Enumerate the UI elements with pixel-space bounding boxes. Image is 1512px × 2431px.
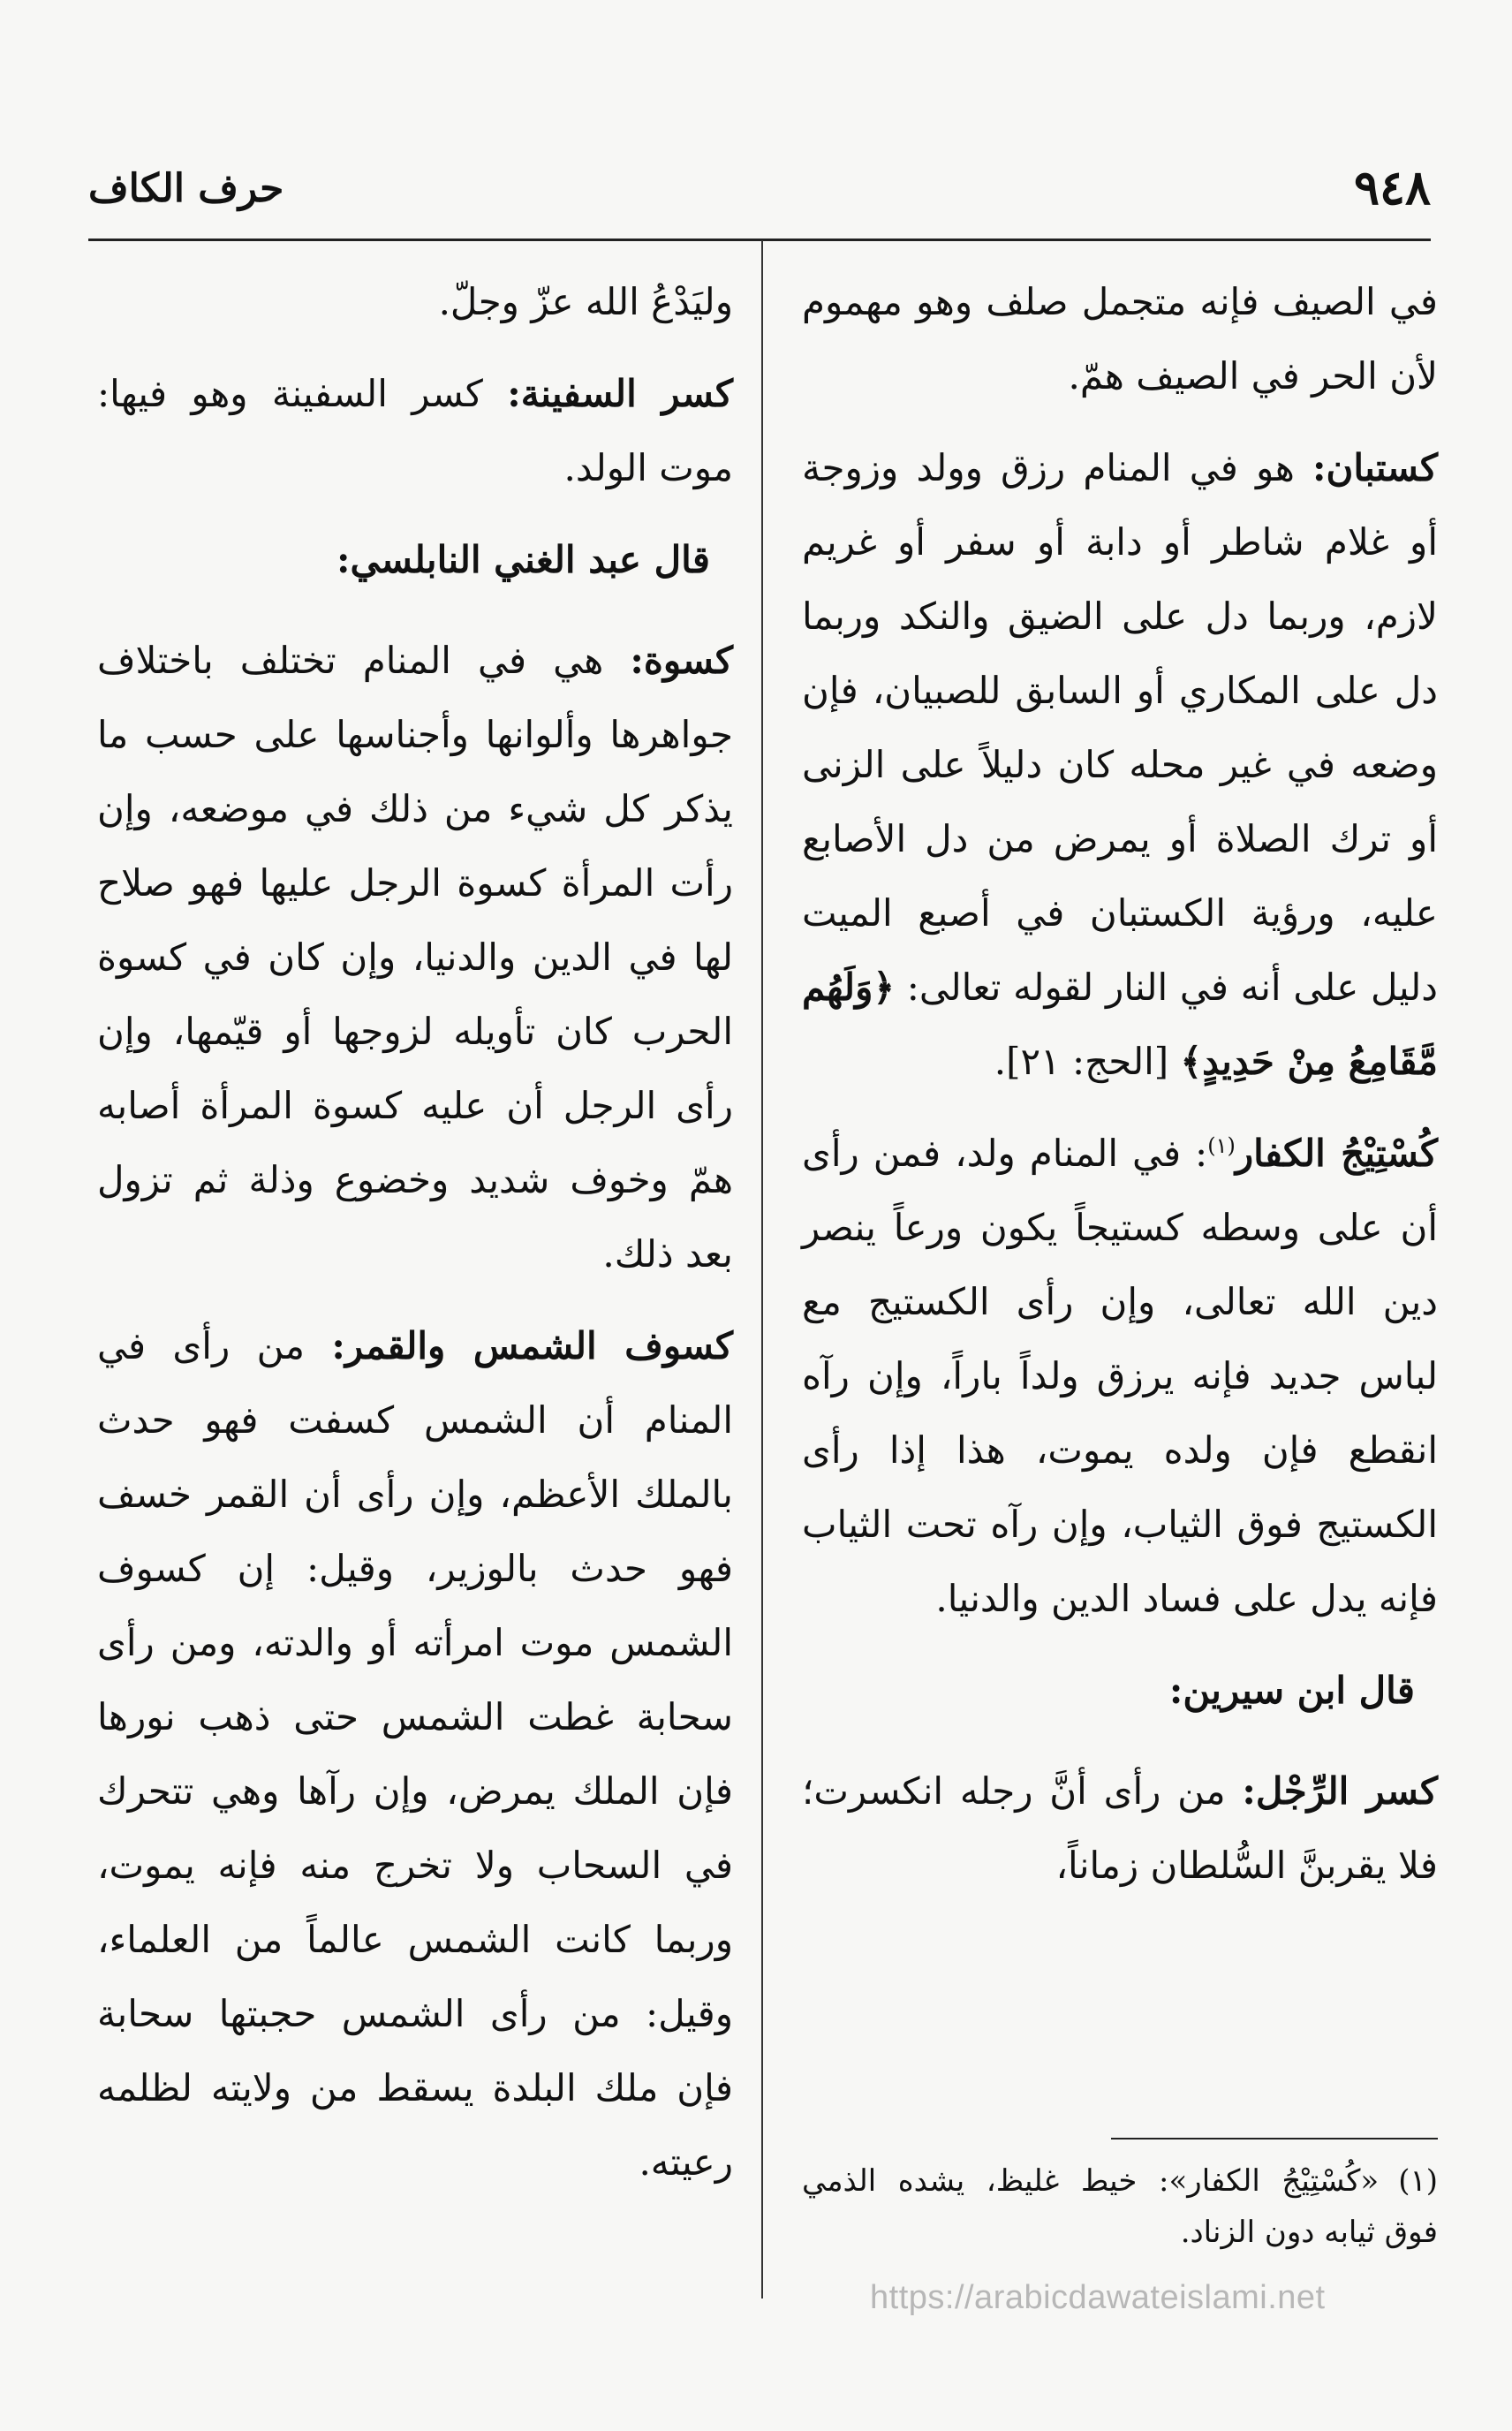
entry-text: من رأى أنَّ رجله انكسرت؛ فلا يقربنَّ السُّلطان زماناً، <box>802 1769 1438 1887</box>
entry-term: كستبان: <box>1312 446 1438 489</box>
page-number: ٩٤٨ <box>1353 159 1431 216</box>
entry-term: كسوة: <box>630 639 733 682</box>
entry-text: من رأى في المنام أن الشمس كسفت فهو حدث بالملك الأعظم، وإن رأى أن القمر خسف فهو حدث بالوزير، وقيل: إن كسوف الشمس موت امرأته أو والدته، ومن رأى سحابة غطت الشمس حتى ذهب نورها فإن الملك يمرض، وإن رآها وهي تتحرك في السحاب ولا تخرج منه فإنه يموت، وربما كانت الشمس عالماً من العلماء، وقيل: من رأى الشمس حجبتها سحابة فإن ملك البلدة يسقط من ولايته لظلمه رعيته. <box>97 1324 733 2184</box>
entry-term: كسر السفينة: <box>507 372 733 415</box>
left-column <box>97 265 733 2217</box>
paragraph-text: وليَدْعُ الله عزّ وجلّ. <box>438 280 733 323</box>
footnote-text: «كُسْتِيْجُ الكفار»: خيط غليظ، يشده الذمي فوق ثيابه دون الزناد. <box>802 2163 1438 2250</box>
entry-kustij <box>802 1117 1438 1636</box>
right-column <box>802 265 1438 1920</box>
entry-text: هي في المنام تختلف باختلاف جواهرها وألوانها وأجناسها على حسب ما يذكر كل شيء من ذلك في موضعه، وإن رأت المرأة كسوة الرجل عليها فهو صلاح لها في الدين والدنيا، وإن كان في كسوة الحرب كان تأويله لزوجها أو قيّمها، وإن رأى الرجل أن عليه كسوة المرأة أصابه همّ وخوف شديد وخضوع وذلة ثم تزول بعد ذلك. <box>97 639 733 1276</box>
entry-text: هو في المنام رزق وولد وزوجة أو غلام شاطر أو دابة أو سفر أو غريم لازم، وربما دل على الضيق والنكد وربما دل على المكاري أو السابق للصبيان، فإن وضعه في غير محله كان دليلاً على الزنى أو ترك الصلاة أو يمرض من دل الأصابع عليه، ورؤية الكستبان في أصبع الميت دليل على أنه في النار لقوله تعالى: <box>802 446 1438 1009</box>
footnote-rule <box>1111 2138 1438 2139</box>
entry-term: كسوف الشمس والقمر: <box>331 1324 733 1367</box>
entry-term: كسر الرِّجْل: <box>1242 1769 1438 1813</box>
footnote-number: (١) <box>1398 2163 1438 2199</box>
entry-kiswa <box>97 624 733 1291</box>
page-header <box>88 159 1431 230</box>
running-head: حرف الكاف <box>88 166 284 211</box>
quran-verse: ﴿وَلَهُم مَّقَامِعُ مِنْ حَدِيدٍ﴾ <box>802 966 1438 1083</box>
paragraph <box>802 265 1438 413</box>
entry-kasr-safina <box>97 357 733 505</box>
paragraph <box>97 265 733 339</box>
footnote-marker: (١) <box>1207 1133 1236 1158</box>
entry-kusuf <box>97 1309 733 2200</box>
header-rule <box>88 239 1431 241</box>
watermark-url: https://arabicdawateislami.net <box>870 2279 1326 2316</box>
section-heading: قال عبد الغني النابلسي: <box>336 538 710 581</box>
entry-text: : في المنام ولد، فمن رأى أن على وسطه كستيجاً يكون ورعاً ينصر دين الله تعالى، وإن رأى الكستيج مع لباس جديد فإنه يرزق ولداً باراً، وإن رآه انقطع فإن ولده يموت، هذا إذا رأى الكستيج فوق الثياب، وإن رآه تحت الثياب فإنه يدل على فساد الدين والدنيا. <box>802 1132 1438 1620</box>
entry-kasr-rijl <box>802 1754 1438 1903</box>
paragraph-text: في الصيف فإنه متجمل صلف وهو مهموم لأن الحر في الصيف همّ. <box>802 280 1438 398</box>
footnote <box>802 2155 1438 2258</box>
verse-reference: [الحج: ٢١]. <box>994 1040 1181 1083</box>
entry-text: كسر السفينة وهو فيها: موت الولد. <box>97 372 733 489</box>
section-heading: قال ابن سيرين: <box>1168 1669 1415 1712</box>
entry-kustuban <box>802 431 1438 1099</box>
entry-term: كُسْتِيْجُ الكفار <box>1235 1132 1439 1175</box>
column-divider <box>761 240 763 2298</box>
